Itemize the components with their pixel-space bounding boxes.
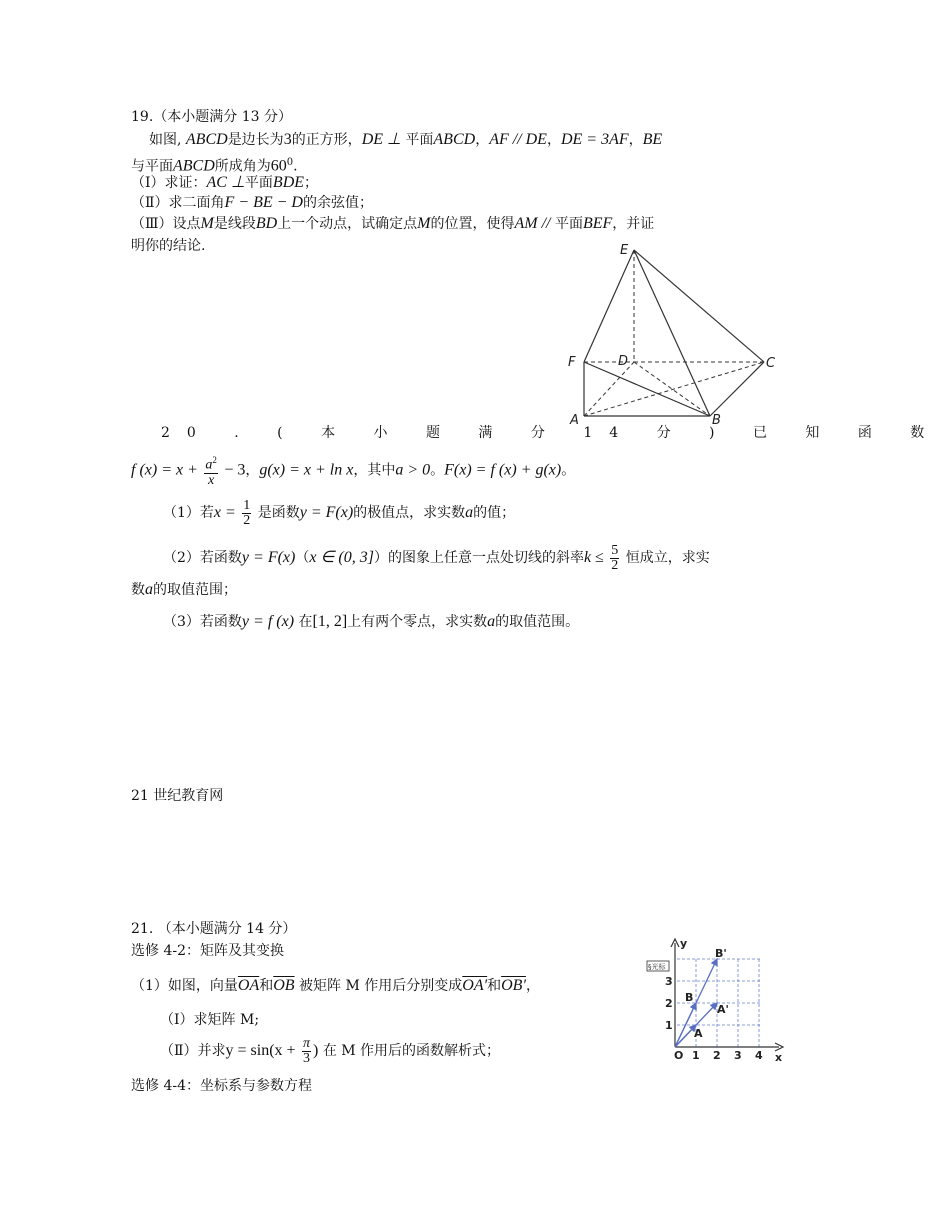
edge-FB (584, 362, 710, 416)
q20-part2: （2）若函数y = F(x)（x ∈ (0, 3]）的图象上任意一点处切线的斜率k ≤ $\frac{5}{2}$ 恒成立，求实 (163, 542, 710, 573)
q19-line2: 与平面ABCD所成角为$60^0$. (131, 157, 298, 175)
q19-part2: （Ⅱ）求二面角F − BE − D的余弦值； (131, 194, 373, 211)
axis-y-label: y (680, 937, 688, 950)
q19-part3-cont: 明你的结论. (131, 238, 206, 254)
q20-part2-cont: 数a的取值范围； (131, 581, 237, 598)
vertex-C: C (766, 356, 776, 371)
xtick-4: 4 (755, 1049, 763, 1062)
point-A-prime: A' (717, 1003, 729, 1016)
vertex-B: B (712, 413, 721, 428)
watermark-text: 21 世纪教育网 (131, 788, 224, 804)
point-B: B (685, 991, 694, 1004)
vertex-D: D (618, 354, 629, 369)
xtick-3: 3 (734, 1049, 742, 1062)
q21-header: 21. （本小题满分 14 分） (131, 921, 297, 937)
pyramid-figure (560, 238, 780, 430)
q21-item2: （Ⅱ）并求y = sin(x + $\frac{\pi}{3}$ ) 在 M 作用后的函数解析式； (160, 1035, 501, 1066)
xtick-1: 1 (692, 1049, 700, 1062)
edge-DB (634, 362, 710, 416)
xtick-2: 2 (713, 1049, 721, 1062)
axis-x-label: x (775, 1051, 783, 1064)
q21-section-polar: 选修 4-4：坐标系与参数方程 (131, 1078, 312, 1094)
q19-part3: （Ⅲ）设点M是线段BD上一个动点，试确定点M的位置，使得AM // 平面BEF，并证 (131, 215, 655, 232)
q21-item1: （Ⅰ）求矩阵 M; (160, 1012, 260, 1028)
q19-line1: 如图, ABCD是边长为3的正方形，DE ⊥ 平面ABCD，AF // DE，DE = 3AF，BE (149, 131, 663, 148)
edge-EC (634, 250, 764, 362)
origin-label: O (674, 1049, 684, 1062)
edge-AD (584, 362, 634, 416)
q20-header: 20 . ( 本 小 题 满 分 14 分 ) 已 知 函 数 (161, 425, 941, 441)
q20-function-def: f (x) = x + $\frac{a^2}{x}$ − 3，g(x) = x + ln x，其中a > 0。F(x) = f (x) + g(x)。 (131, 455, 576, 488)
ytick-1: 1 (665, 1019, 673, 1032)
point-B-prime: B' (715, 947, 727, 960)
vertex-E: E (620, 243, 629, 258)
ytick-3: 3 (665, 975, 673, 988)
vector-grid-figure (645, 935, 790, 1065)
point-A: A (694, 1027, 703, 1040)
logo-text: §光标 (648, 963, 666, 971)
q19-part1: （Ⅰ）求证：AC ⊥平面BDE； (131, 174, 319, 191)
q19-header: 19.（本小题满分 13 分） (131, 109, 292, 125)
q21-part1: （1）如图，向量$\overline{OA}$和$\overline{OB}$ 被矩阵 M 作用后分别变成OA′和OB′， (131, 977, 540, 994)
edge-EB (634, 250, 710, 416)
q21-section-matrix: 选修 4-2：矩阵及其变换 (131, 943, 284, 959)
edge-BC (710, 362, 764, 416)
edge-EF (584, 250, 634, 362)
ytick-2: 2 (665, 997, 673, 1010)
vertex-A: A (570, 413, 579, 428)
q20-part3: （3）若函数y = f (x) 在[1, 2]上有两个零点，求实数a的取值范围。 (163, 613, 580, 630)
q20-part1: （1）若x = $\frac{1}{2}$ 是函数y = F(x)的极值点，求实数a的值； (163, 497, 516, 528)
vertex-F: F (568, 355, 576, 370)
